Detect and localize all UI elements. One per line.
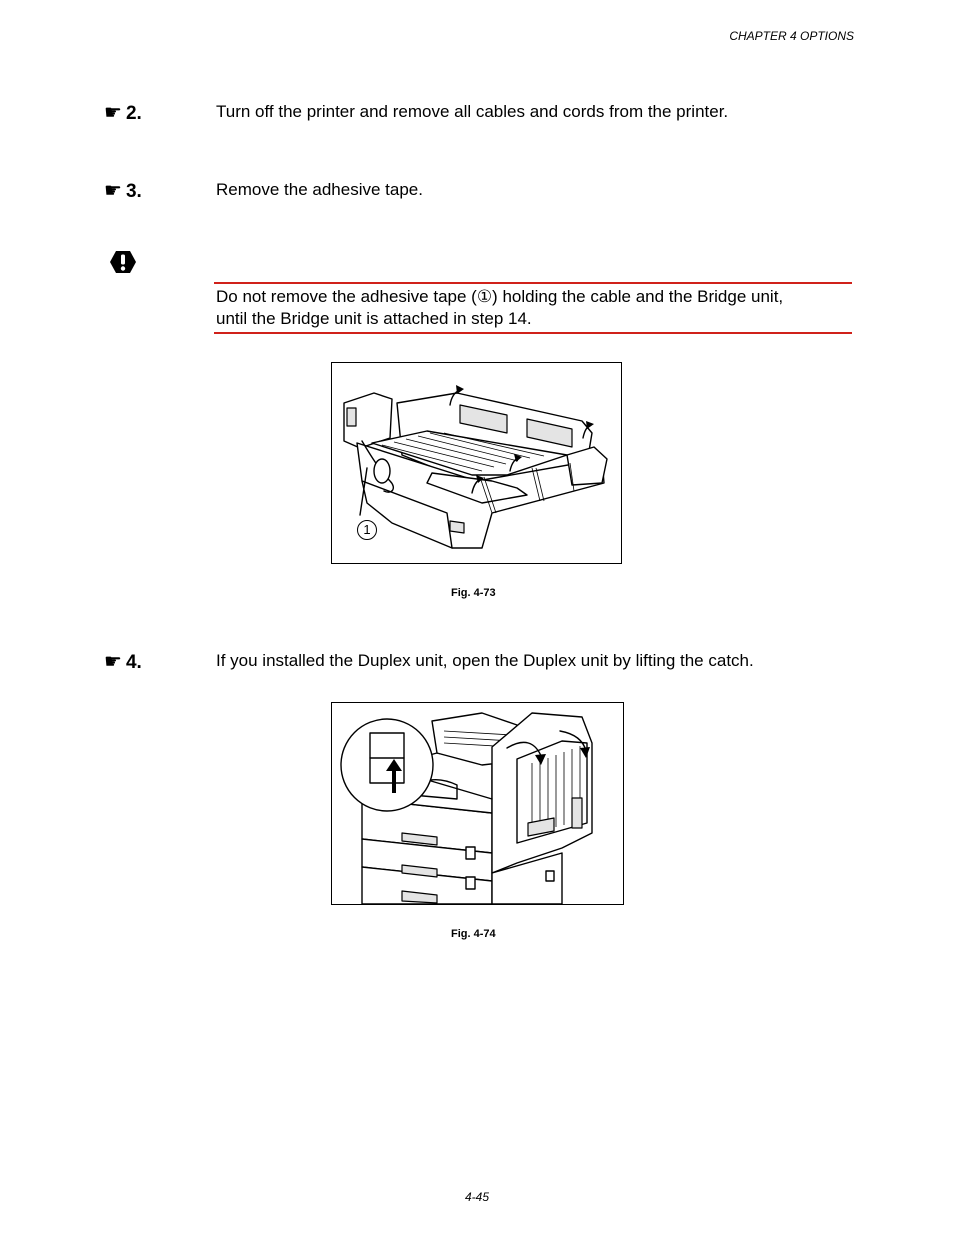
figure-caption-4-74: Fig. 4-74 (451, 928, 496, 940)
caution-text-line-1: Do not remove the adhesive tape (①) holding the cable and the Bridge unit, (216, 287, 784, 306)
caution-icon (109, 250, 137, 274)
step-text-4: If you installed the Duplex unit, open the Duplex unit by lifting the catch. (216, 651, 754, 670)
figure-4-73 (331, 362, 622, 564)
figure-caption-4-73: Fig. 4-73 (451, 587, 496, 599)
caution-text-line-2: until the Bridge unit is attached in step 14. (216, 309, 532, 328)
chapter-header: CHAPTER 4 OPTIONS (729, 29, 854, 43)
pointing-hand-icon: ☛ (104, 102, 122, 124)
step-number-2 (104, 100, 142, 125)
callout-1: 1 (357, 520, 377, 540)
pointing-hand-icon: ☛ (104, 180, 122, 202)
figure-4-74 (331, 702, 624, 905)
pointing-hand-icon: ☛ (104, 651, 122, 673)
step-number-3 (104, 178, 142, 203)
step-text-2: Turn off the printer and remove all cables and cords from the printer. (216, 102, 729, 121)
step-text-3: Remove the adhesive tape. (216, 180, 423, 199)
step-number-label: 3. (125, 181, 142, 202)
step-number-label: 4. (125, 652, 142, 673)
page-number: 4-45 (464, 1190, 490, 1204)
duplex-unit-illustration (332, 703, 623, 904)
step-number-4 (104, 649, 142, 674)
step-number-label: 2. (125, 103, 142, 124)
